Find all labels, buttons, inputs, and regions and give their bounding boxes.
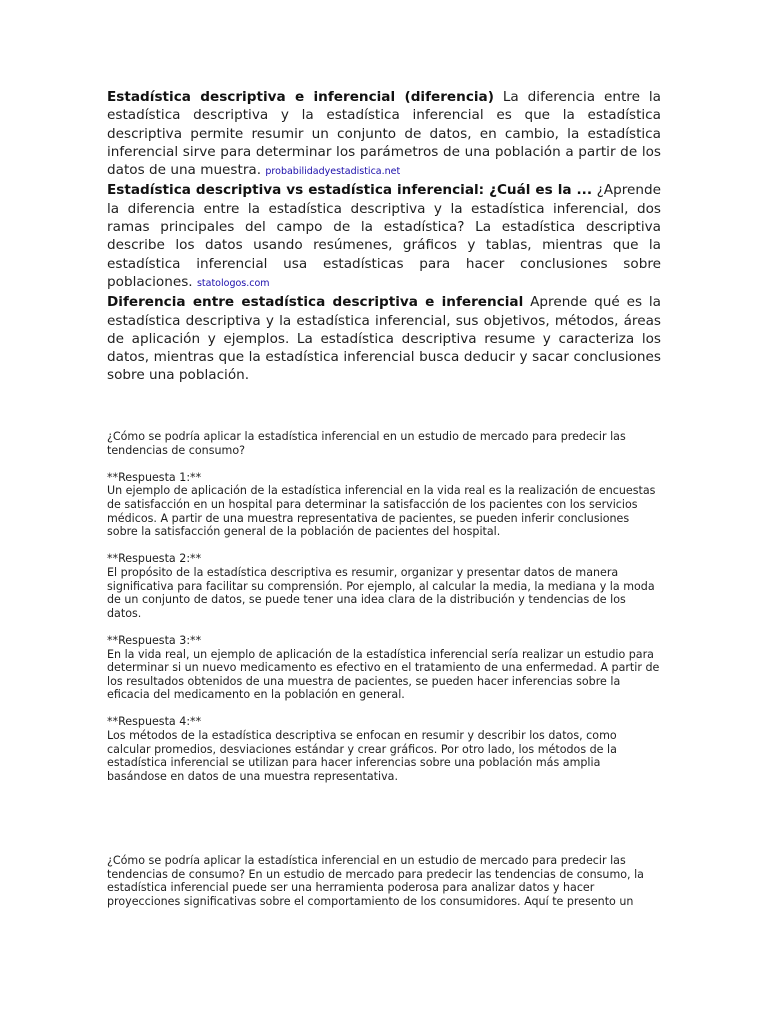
snippet-2 xyxy=(107,181,661,293)
answer-3 xyxy=(107,634,661,702)
source-link[interactable]: probabilidadyestadistica.net xyxy=(265,166,401,178)
answer-heading: **Respuesta 4:** xyxy=(107,715,202,729)
answer-text: El propósito de la estadística descriptiva es resumir, organizar y presentar datos de manera significativa para facilitar su comprensión. Por ejemplo, al calcular la media, la mediana y la moda de un conjunto de datos, se puede tener una idea clara de la distribución y tendencias de los datos. xyxy=(107,565,655,620)
closing-paragraph: ¿Cómo se podría aplicar la estadística inferencial en un estudio de mercado para predecir las tendencias de consumo? En un estudio de mercado para predecir las tendencias de consumo, la estadística inferencial puede ser una herramienta poderosa para analizar datos y hacer proyecciones significativas sobre el comportamiento de los consumidores. Aquí te presento un xyxy=(107,854,644,908)
answer-4 xyxy=(107,715,661,783)
answer-heading: **Respuesta 3:** xyxy=(107,633,202,647)
snippet-title: Estadística descriptiva e inferencial (diferencia) xyxy=(107,89,494,105)
snippet-3 xyxy=(107,293,661,384)
snippet-1 xyxy=(107,88,661,181)
search-snippets xyxy=(107,88,661,385)
answer-text: Los métodos de la estadística descriptiva se enfocan en resumir y describir los datos, como calcular promedios, desviaciones estándar y crear gráficos. Por otro lado, los métodos de la estadística inferencial se utilizan para hacer inferencias sobre una población más amplia basándose en datos de una muestra representativa. xyxy=(107,729,617,783)
answer-heading: **Respuesta 1:** xyxy=(107,470,202,484)
answer-2 xyxy=(107,552,661,620)
snippet-title: Estadística descriptiva vs estadística inferencial: ¿Cuál es la ... xyxy=(107,182,593,199)
closing-section xyxy=(107,854,661,908)
answer-heading: **Respuesta 2:** xyxy=(107,552,202,566)
document-page xyxy=(107,88,661,385)
snippet-text: ¿Aprende la diferencia entre la estadística descriptiva y la estadística inferencial, dos ramas principales del campo de la estadística? La estadística descriptiva describe los datos usando resúmenes, gráficos y tablas, mientras que la estadística inferencial usa estadísticas para hacer conclusiones sobre poblaciones. xyxy=(107,182,661,290)
question: ¿Cómo se podría aplicar la estadística inferencial en un estudio de mercado para predecir las tendencias de consumo? xyxy=(107,430,626,457)
qa-section xyxy=(107,430,661,797)
answer-text: En la vida real, un ejemplo de aplicación de la estadística inferencial sería realizar un estudio para determinar si un nuevo medicamento es efectivo en el tratamiento de una enfermedad. A partir de los resultados obtenidos de una muestra de pacientes, se pueden hacer inferencias sobre la eficacia del medicamento en la población en general. xyxy=(107,647,660,702)
snippet-text: Aprende qué es la estadística descriptiva y la estadística inferencial, sus objetivos, métodos, áreas de aplicación y ejemplos. La estadística descriptiva resume y caracteriza los datos, mientras que la estadística inferencial busca deducir y sacar conclusiones sobre una población. xyxy=(107,294,661,384)
snippet-text: La diferencia entre la estadística descriptiva y la estadística inferencial es que la estadística descriptiva permite resumir un conjunto de datos, en cambio, la estadística inferencial sirve para determinar los parámetros de una población a partir de los datos de una muestra. xyxy=(107,89,661,179)
answer-1 xyxy=(107,471,661,539)
answer-text: Un ejemplo de aplicación de la estadística inferencial en la vida real es la realización de encuestas de satisfacción en un hospital para determinar la satisfacción de los pacientes con los servicios médicos. A partir de una muestra representativa de pacientes, se pueden inferir conclusiones sobre la satisfacción general de la población de pacientes del hospital. xyxy=(107,484,656,539)
snippet-title: Diferencia entre estadística descriptiva e inferencial xyxy=(107,294,524,311)
source-link[interactable]: statologos.com xyxy=(196,277,270,289)
